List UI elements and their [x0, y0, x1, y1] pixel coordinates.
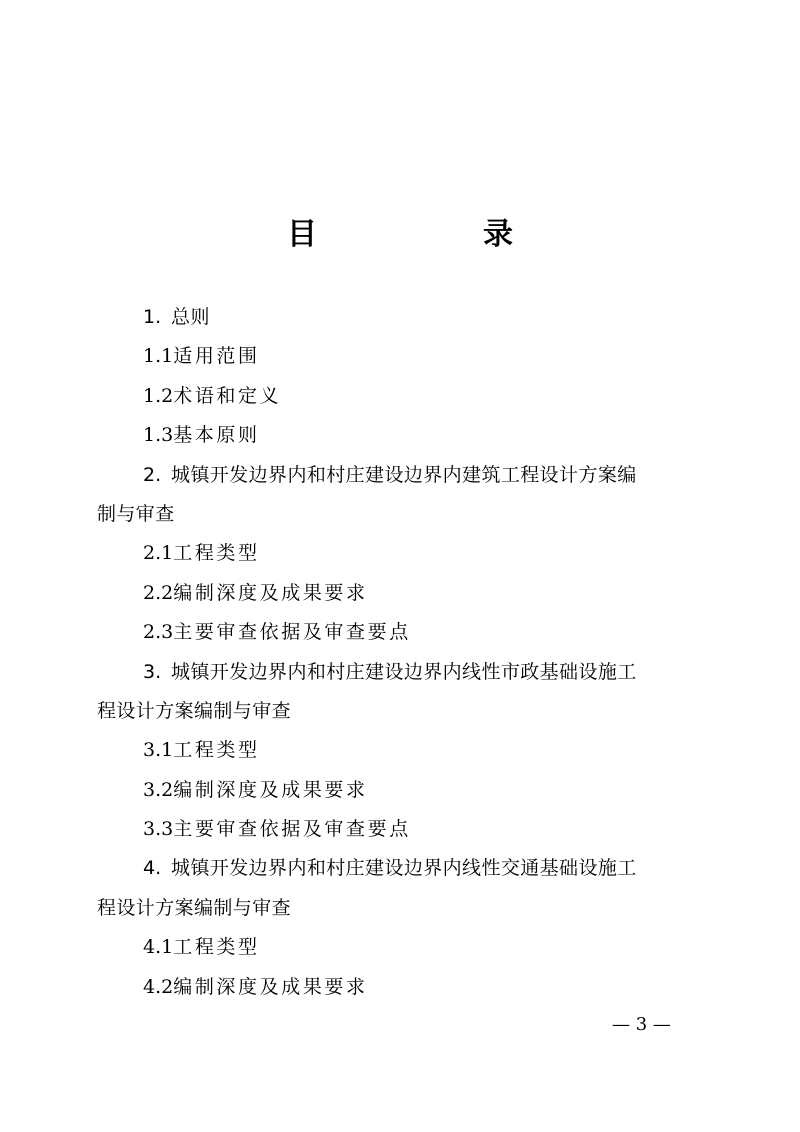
page-number: — 3 —	[612, 1014, 671, 1035]
toc-entry-text: 工程类型	[173, 542, 260, 565]
toc-entry-text: 编制深度及成果要求	[173, 581, 368, 604]
toc-entry-number: 2.3	[143, 621, 174, 644]
toc-chapter-entry	[97, 849, 707, 888]
toc-entry-number: 3.3	[143, 818, 174, 841]
toc-entry-number: 1.	[143, 306, 162, 328]
toc-entry-text: 城镇开发边界内和村庄建设边界内线性市政基础设施工	[171, 660, 637, 683]
toc-chapter-entry-continued: 程设计方案编制与审查	[97, 896, 292, 919]
toc-entry-text: 术语和定义	[173, 384, 282, 407]
toc-section-entry	[97, 810, 707, 849]
toc-entry-number: 3.1	[143, 739, 174, 762]
toc-section-entry	[97, 574, 707, 613]
toc-entry-text: 工程类型	[173, 936, 260, 959]
toc-entry-number: 2.	[143, 463, 162, 486]
toc-entry-number: 2.2	[143, 581, 174, 604]
toc-entry-text: 城镇开发边界内和村庄建设边界内建筑工程设计方案编	[171, 463, 637, 486]
toc-chapter-entry	[97, 653, 707, 692]
toc-section-entry	[97, 731, 707, 770]
toc-entry-text: 编制深度及成果要求	[173, 778, 368, 801]
toc-section-entry	[97, 771, 707, 810]
toc-entry-text: 编制深度及成果要求	[173, 975, 368, 998]
toc-entry-text: 总则	[171, 306, 210, 328]
toc-entry-number: 4.2	[143, 975, 174, 998]
toc-chapter-entry	[97, 298, 707, 337]
toc-section-entry	[97, 534, 707, 573]
toc-section-entry	[97, 377, 707, 416]
toc-section-entry	[97, 613, 707, 652]
toc-entry-number: 1.3	[143, 424, 174, 447]
toc-entry-text: 基本原则	[173, 424, 260, 447]
toc-entry-text: 城镇开发边界内和村庄建设边界内线性交通基础设施工	[171, 857, 637, 880]
toc-entry-text: 适用范围	[173, 345, 260, 368]
toc-entry-text: 工程类型	[173, 739, 260, 762]
table-of-contents	[97, 298, 707, 1007]
toc-section-entry	[97, 928, 707, 967]
toc-entry-number: 2.1	[143, 542, 174, 565]
toc-entry-text: 主要审查依据及审查要点	[173, 818, 411, 841]
toc-entry-number: 3.2	[143, 778, 174, 801]
toc-chapter-entry-continued: 程设计方案编制与审查	[97, 699, 292, 722]
toc-entry-number: 1.2	[143, 384, 174, 407]
toc-entry-number: 4.	[143, 857, 162, 880]
toc-section-entry	[97, 416, 707, 455]
toc-chapter-entry-continued: 制与审查	[97, 502, 175, 525]
toc-entry-number: 4.1	[143, 936, 174, 959]
toc-section-entry	[97, 337, 707, 376]
toc-entry-number: 3.	[143, 660, 162, 683]
toc-entry-text: 主要审查依据及审查要点	[173, 621, 411, 644]
toc-chapter-entry	[97, 456, 707, 495]
toc-entry-number: 1.1	[143, 345, 174, 368]
page-title: 目 录	[287, 217, 581, 252]
toc-section-entry	[97, 968, 707, 1007]
